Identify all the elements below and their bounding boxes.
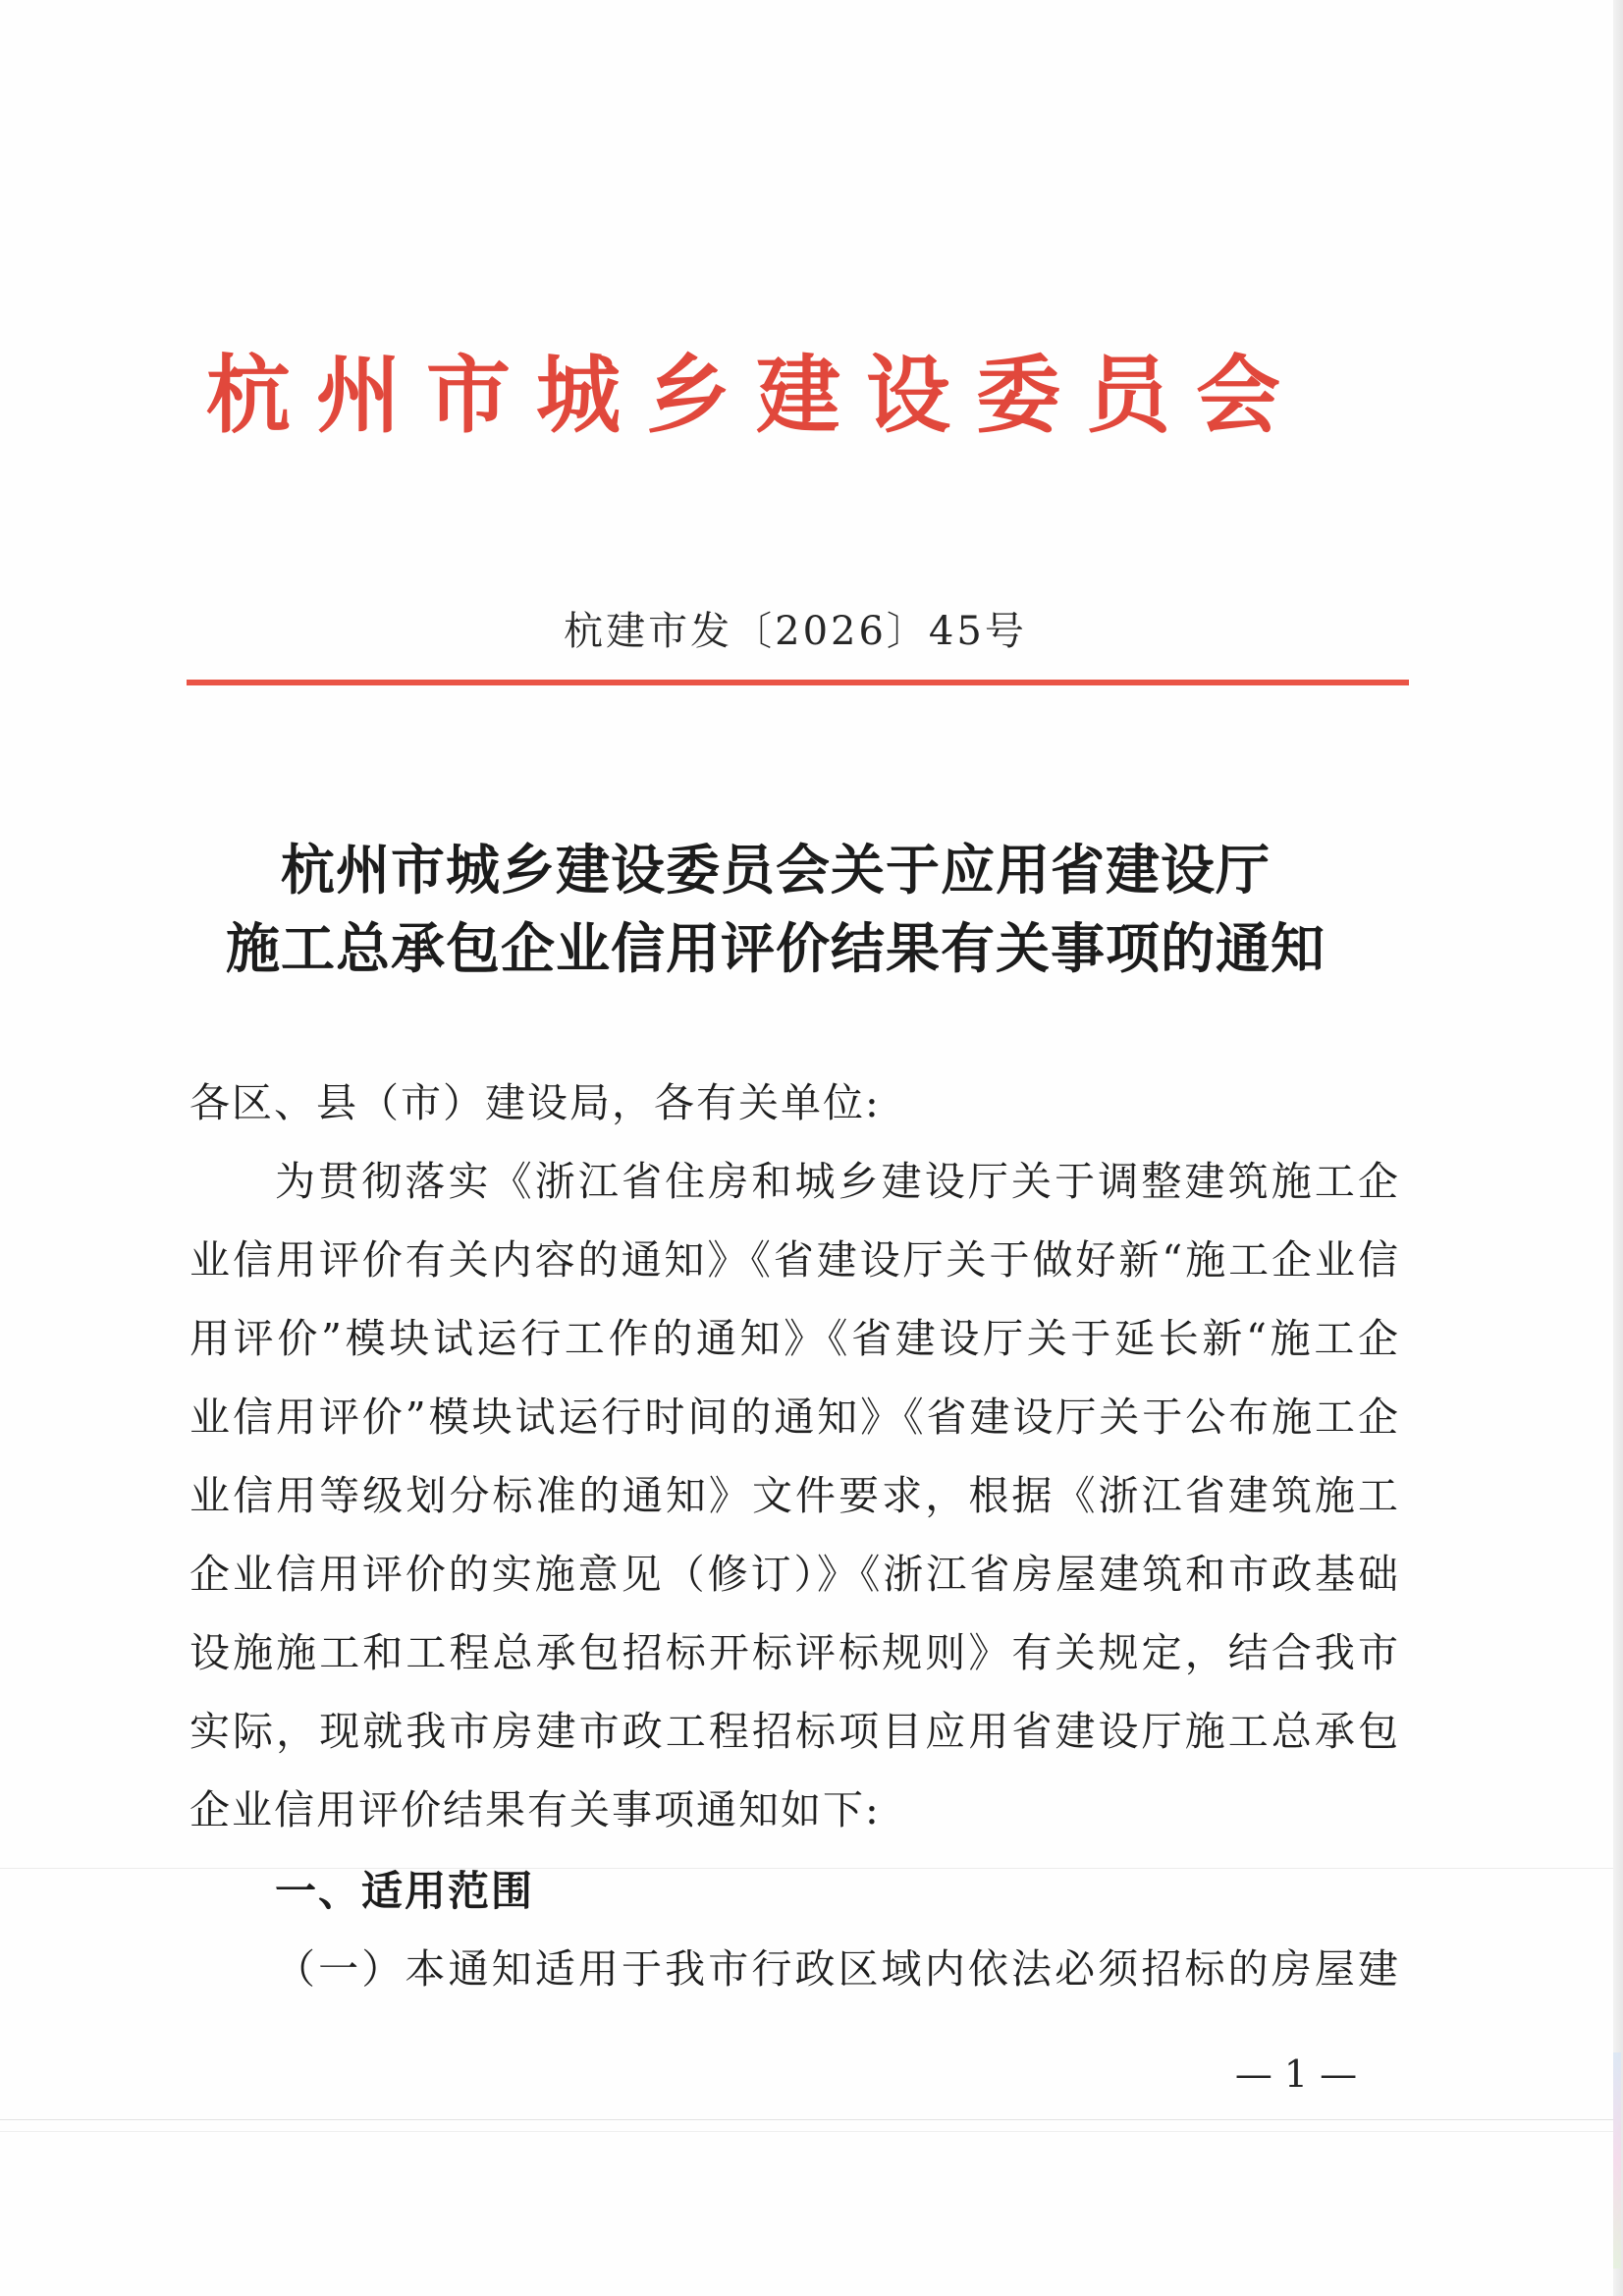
red-divider-line — [187, 680, 1409, 685]
scanner-edge-shadow — [1613, 0, 1623, 2296]
paragraph-line: 业信用评价”模块试运行时间的通知》《省建设厅关于公布施工企 — [189, 1394, 1400, 1441]
section-heading: 一、适用范围 — [275, 1867, 535, 1915]
paragraph-line: 企业信用评价的实施意见（修订）》《浙江省房屋建筑和市政基础 — [189, 1551, 1400, 1598]
organization-header: 杭州市城乡建设委员会 — [206, 346, 1306, 445]
notice-title-line-1: 杭州市城乡建设委员会关于应用省建设厅 — [280, 839, 1271, 902]
notice-title-line-2: 施工总承包企业信用评价结果有关事项的通知 — [225, 917, 1325, 980]
paragraph-line: 设施施工和工程总承包招标开标评标规则》有关规定，结合我市 — [189, 1629, 1400, 1676]
document-number: 杭建市发〔2026〕45号 — [564, 609, 1027, 654]
paragraph-line: 业信用评价有关内容的通知》《省建设厅关于做好新“施工企业信 — [189, 1236, 1400, 1284]
paragraph-line: 实际，现就我市房建市政工程招标项目应用省建设厅施工总承包 — [189, 1708, 1400, 1755]
addressee: 各区、县（市）建设局，各有关单位: — [189, 1079, 881, 1126]
paragraph-line: 企业信用评价结果有关事项通知如下: — [189, 1786, 881, 1833]
scan-artifact-line — [0, 2131, 1613, 2132]
paragraph-line: 为贯彻落实《浙江省住房和城乡建设厅关于调整建筑施工企 — [275, 1158, 1400, 1205]
scan-artifact-line — [0, 1868, 1613, 1869]
page-number: — 1 — — [1234, 2052, 1358, 2096]
paragraph-line: 用评价”模块试运行工作的通知》《省建设厅关于延长新“施工企 — [189, 1315, 1400, 1362]
scanner-edge-tint — [1613, 2052, 1621, 2269]
scan-artifact-line — [0, 2119, 1613, 2120]
paragraph-line: 业信用等级划分标准的通知》文件要求，根据《浙江省建筑施工 — [189, 1472, 1400, 1519]
paragraph-line: （一）本通知适用于我市行政区域内依法必须招标的房屋建 — [275, 1945, 1400, 1993]
